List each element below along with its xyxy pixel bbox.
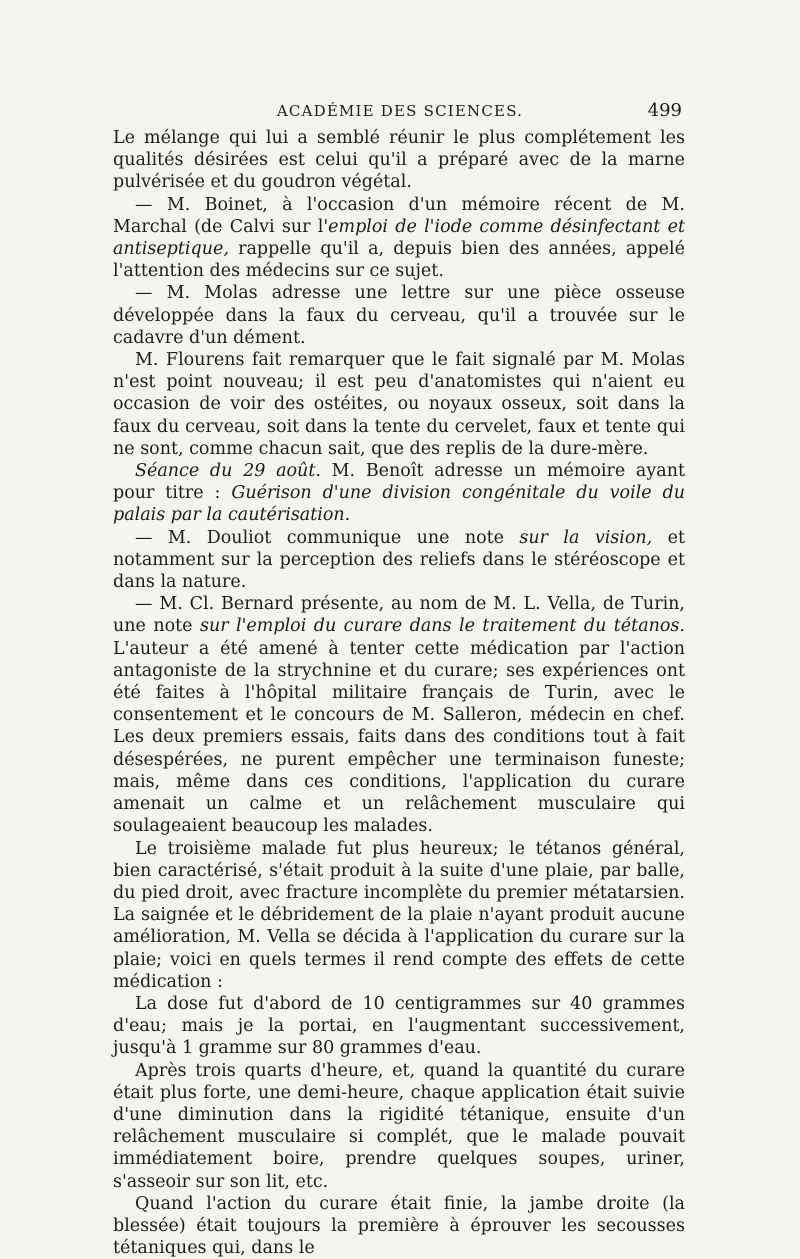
italic-title: sur la vision, [519,527,653,548]
paragraph: — M. Molas adresse une lettre sur une pièce osseuse développée dans la faux du cerveau, qu'il a trouvée sur le cadavre d'un dément. [113,283,685,348]
paragraph: Le troisième malade fut plus heureux; le tétanos général, bien caractérisé, s'était produit à la suite d'une plaie, par balle, du pied droit, avec fracture incomplète du premier métatarsien. La saignée et le débridement de la plaie n'ayant produit aucune amélioration, M. Vella se décida à l'application du curare sur la plaie; voici en quels termes il rend compte des effets de cette médication : [113,838,685,992]
running-head [0,100,800,124]
text-run: — M. Cl. Bernard présente, au nom de M. L. Vella, de Turin, une note [113,594,685,637]
text-run: M. Benoît adresse un mémoire ayant pour titre : [113,461,685,504]
text-run: — M. Boinet, à l'occasion d'un mémoire récent de M. Marchal (de Calvi sur l' [113,194,685,237]
italic-title: sur l'emploi du curare dans le traitement du tétanos. [199,616,685,637]
running-title: ACADÉMIE DES SCIENCES. [276,102,524,120]
text-run: et notamment sur la perception des reliefs dans le stéréoscope et dans la nature. [113,527,686,593]
session-date: Séance du 29 août. [135,461,321,482]
paragraph [113,194,685,283]
page-number: 499 [647,100,682,121]
paragraph: La dose fut d'abord de 10 centigrammes sur 40 grammes d'eau; mais je la portai, en l'augmentant successivement, jusqu'à 1 gramme sur 80 grammes d'eau. [113,993,685,1059]
text-run: rappelle qu'il a, depuis bien des années, appelé l'attention des médecins sur ce sujet. [113,239,685,282]
text-run: — M. Douliot communique une note [135,527,520,548]
paragraph: Quand l'action du curare était finie, la jambe droite (la blessée) était toujours la première à éprouver les secousses tétaniques qui, dans le [113,1193,685,1259]
paragraph: Le mélange qui lui a semblé réunir le plus complétement les qualités désirées est celui qu'il a préparé avec de la marne pulvérisée et du goudron végétal. [113,128,685,193]
paragraph [113,460,685,527]
body-text [113,127,685,1259]
paragraph [113,527,685,594]
italic-title: Guérison d'une division congénitale du voile du palais par la cautérisation. [113,483,686,526]
italic-title: emploi de l'iode comme désinfectant et antiseptique, [113,216,686,260]
text-run: L'auteur a été amené à tenter cette médication par l'action antagoniste de la strychnine et du curare; ses expériences ont été faites à l'hôpital militaire français de Turin, avec le consentement et le concours de M. Salleron, médecin en chef. Les deux premiers essais, faits dans des conditions tout à fait désespérées, ne purent empêcher une terminaison funeste; mais, même dans ces conditions, l'application du curare amenait un calme et un relâchement musculaire qui soulageaient beaucoup les malades. [113,638,685,837]
paragraph: M. Flourens fait remarquer que le fait signalé par M. Molas n'est point nouveau; il est peu d'anatomistes qui n'aient eu occasion de voir des ostéites, ou noyaux osseux, soit dans la faux du cerveau, soit dans la tente du cervelet, faux et tente qui ne sont, comme chacun sait, que des replis de la dure-mère. [113,350,685,459]
paragraph: Après trois quarts d'heure, et, quand la quantité du curare était plus forte, une demi-heure, chaque application était suivie d'une diminution dans la rigidité tétanique, ensuite d'un relâchement musculaire si complét, que le malade pouvait immédiatement boire, prendre quelques soupes, uriner, s'asseoir sur son lit, etc. [113,1060,685,1192]
paragraph [113,593,685,837]
